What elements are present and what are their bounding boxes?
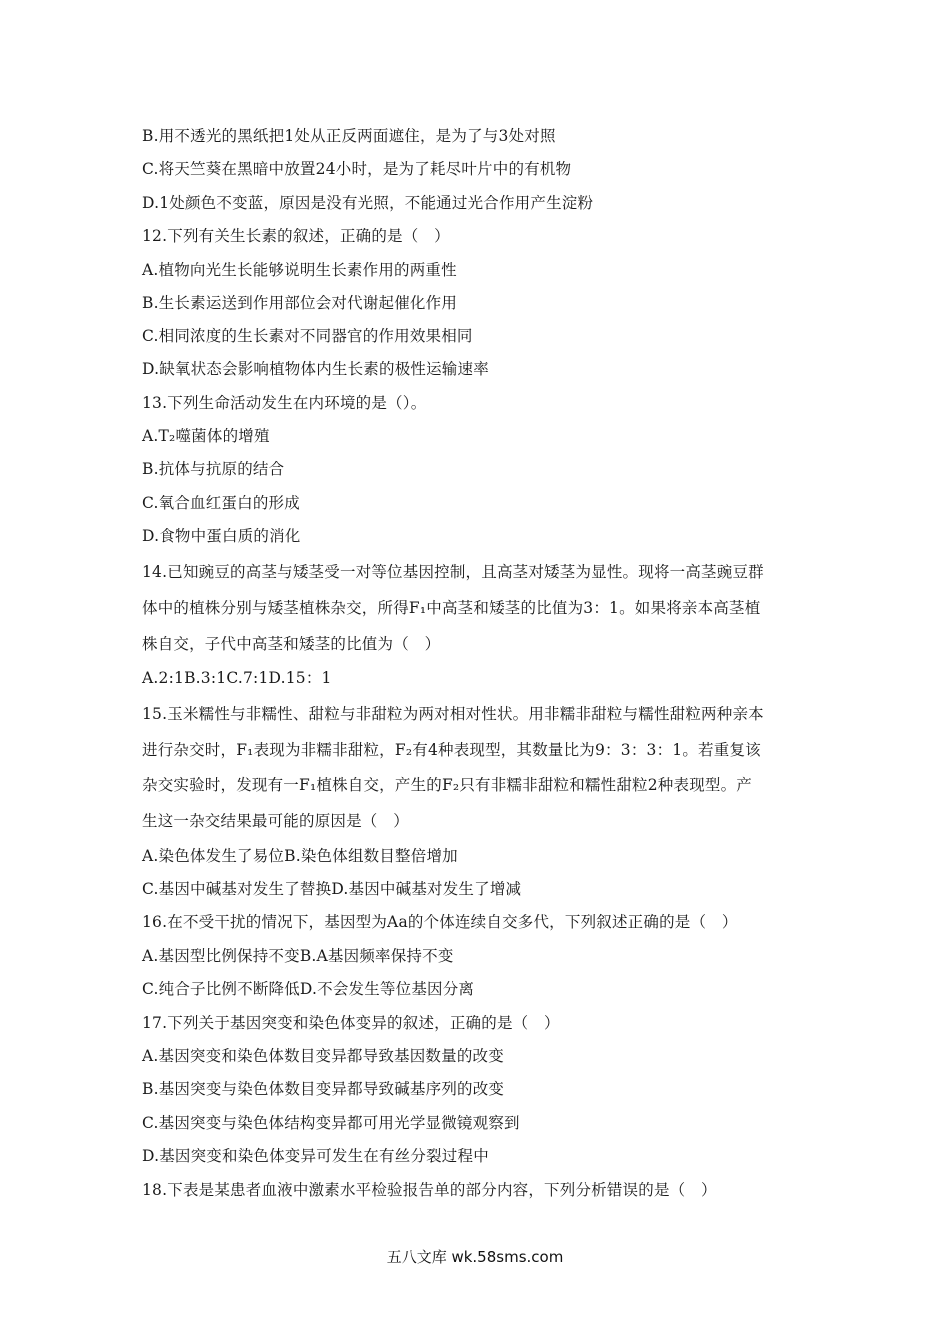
page-footer-watermark: 五八文库 wk.58sms.com	[386, 1248, 564, 1266]
question-line: 生这一杂交结果最可能的原因是（ ）	[142, 812, 409, 830]
option-line: C.基因突变与染色体结构变异都可用光学显微镜观察到	[142, 1114, 520, 1132]
option-line: C.氧合血红蛋白的形成	[142, 494, 300, 512]
question-line: 体中的植株分别与矮茎植株杂交，所得F₁中高茎和矮茎的比值为3：1。如果将亲本高茎植	[142, 599, 761, 617]
option-line: D.食物中蛋白质的消化	[142, 527, 301, 545]
option-line: A.T₂噬菌体的增殖	[142, 427, 270, 445]
option-line: B.用不透光的黑纸把1处从正反两面遮住，是为了与3处对照	[142, 127, 556, 145]
question-line: 16.在不受干扰的情况下，基因型为Aa的个体连续自交多代，下列叙述正确的是（ ）	[142, 913, 738, 931]
question-line: 15.玉米糯性与非糯性、甜粒与非甜粒为两对相对性状。用非糯非甜粒与糯性甜粒两种亲本	[142, 705, 764, 723]
question-line: 12.下列有关生长素的叙述，正确的是（ ）	[142, 227, 450, 245]
question-line: 17.下列关于基因突变和染色体变异的叙述，正确的是（ ）	[142, 1014, 560, 1032]
question-line: 株自交，子代中高茎和矮茎的比值为（ ）	[142, 635, 441, 653]
question-line: 18.下表是某患者血液中激素水平检验报告单的部分内容，下列分析错误的是（ ）	[142, 1181, 717, 1199]
option-line: B.生长素运送到作用部位会对代谢起催化作用	[142, 294, 458, 312]
question-line: 13.下列生命活动发生在内环境的是（）。	[142, 394, 427, 412]
option-line: C.相同浓度的生长素对不同器官的作用效果相同	[142, 327, 473, 345]
option-line: D.1处颜色不变蓝，原因是没有光照，不能通过光合作用产生淀粉	[142, 194, 594, 212]
option-line: B.基因突变与染色体数目变异都导致碱基序列的改变	[142, 1080, 505, 1098]
option-line: A.2:1B.3:1C.7:1D.15：1	[142, 669, 332, 687]
option-line: A.基因突变和染色体数目变异都导致基因数量的改变	[142, 1047, 504, 1065]
option-line: C.纯合子比例不断降低D.不会发生等位基因分离	[142, 980, 475, 998]
option-line: C.将天竺葵在黑暗中放置24小时，是为了耗尽叶片中的有机物	[142, 160, 572, 178]
option-line: B.抗体与抗原的结合	[142, 460, 285, 478]
option-line: D.基因突变和染色体变异可发生在有丝分裂过程中	[142, 1147, 489, 1165]
question-line: 14.已知豌豆的高茎与矮茎受一对等位基因控制，且高茎对矮茎为显性。现将一高茎豌豆群	[142, 563, 764, 581]
option-line: D.缺氧状态会影响植物体内生长素的极性运输速率	[142, 360, 489, 378]
question-line: 杂交实验时，发现有一F₁植株自交，产生的F₂只有非糯非甜粒和糯性甜粒2种表现型。产	[142, 776, 753, 794]
option-line: A.染色体发生了易位B.染色体组数目整倍增加	[142, 847, 458, 865]
option-line: C.基因中碱基对发生了替换D.基因中碱基对发生了增减	[142, 880, 522, 898]
option-line: A.植物向光生长能够说明生长素作用的两重性	[142, 261, 457, 279]
option-line: A.基因型比例保持不变B.A基因频率保持不变	[142, 947, 454, 965]
question-line: 进行杂交时，F₁表现为非糯非甜粒，F₂有4种表现型，其数量比为9：3：3：1。若重复该	[142, 741, 761, 759]
